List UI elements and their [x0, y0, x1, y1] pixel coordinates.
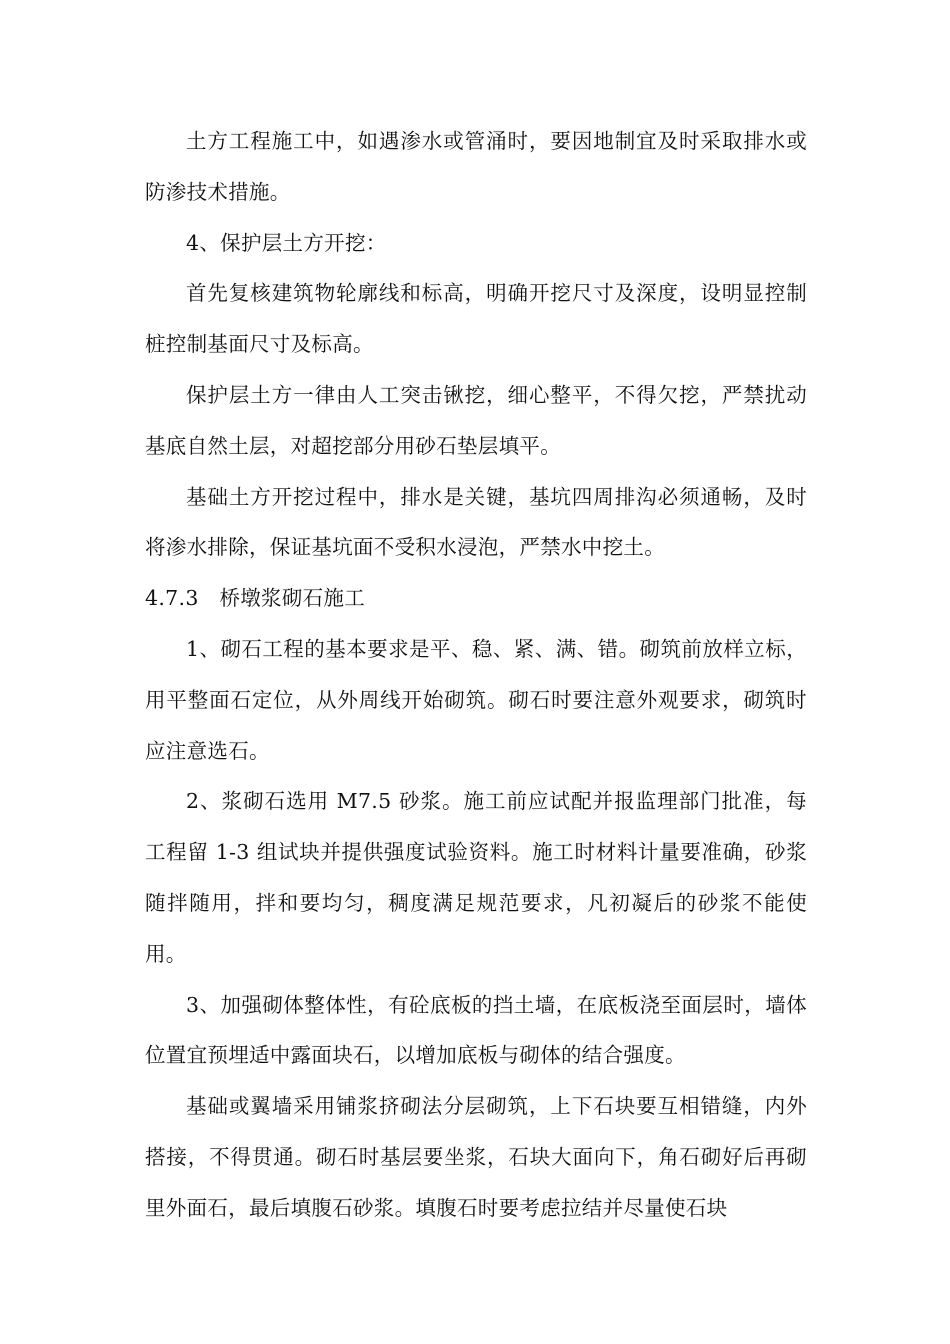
paragraph-masonry-requirements: 1、砌石工程的基本要求是平、稳、紧、满、错。砌筑前放样立标，用平整面石定位，从外周线开始砌筑。砌石时要注意外观要求，砌筑时应注意选石。: [145, 636, 807, 763]
subheading-protective-layer: 4、保护层土方开挖：: [186, 230, 387, 255]
document-body: [145, 116, 807, 1234]
paragraph-foundation-masonry: 基础或翼墙采用铺浆挤砌法分层砌筑，上下石块要互相错缝，内外搭接，不得贯通。砌石时基层要坐浆，石块大面向下，角石砌好后再砌里外面石，最后填腹石砂浆。填腹石时要考虑拉结并尽量使石块: [145, 1094, 807, 1220]
section-heading: 4.7.3 桥墩浆砌石施工: [145, 586, 366, 611]
paragraph-seepage: 土方工程施工中，如遇渗水或管涌时，要因地制宜及时采取排水或防渗技术措施。: [145, 129, 807, 204]
paragraph-integrity: 3、加强砌体整体性，有砼底板的挡土墙，在底板浇至面层时，墙体位置宜预埋适中露面块石，以增加底板与砌体的结合强度。: [145, 992, 807, 1068]
paragraph-drainage: 基础土方开挖过程中，排水是关键，基坑四周排沟必须通畅，及时将渗水排除，保证基坑面不受积水浸泡，严禁水中挖土。: [145, 484, 807, 560]
paragraph-recheck: 首先复核建筑物轮廓线和标高，明确开挖尺寸及深度，设明显控制桩控制基面尺寸及标高。: [145, 281, 807, 357]
paragraph-manual-excavation: 保护层土方一律由人工突击锹挖，细心整平，不得欠挖，严禁扰动基底自然土层，对超挖部分用砂石垫层填平。: [145, 382, 807, 458]
paragraph-mortar: 2、浆砌石选用 M7.5 砂浆。施工前应试配并报监理部门批准，每工程留 1-3 组试块并提供强度试验资料。施工时材料计量要准确，砂浆随拌随用，拌和要均匀，稠度满足规范要求，凡初凝后的砂浆不能使用。: [145, 789, 807, 966]
